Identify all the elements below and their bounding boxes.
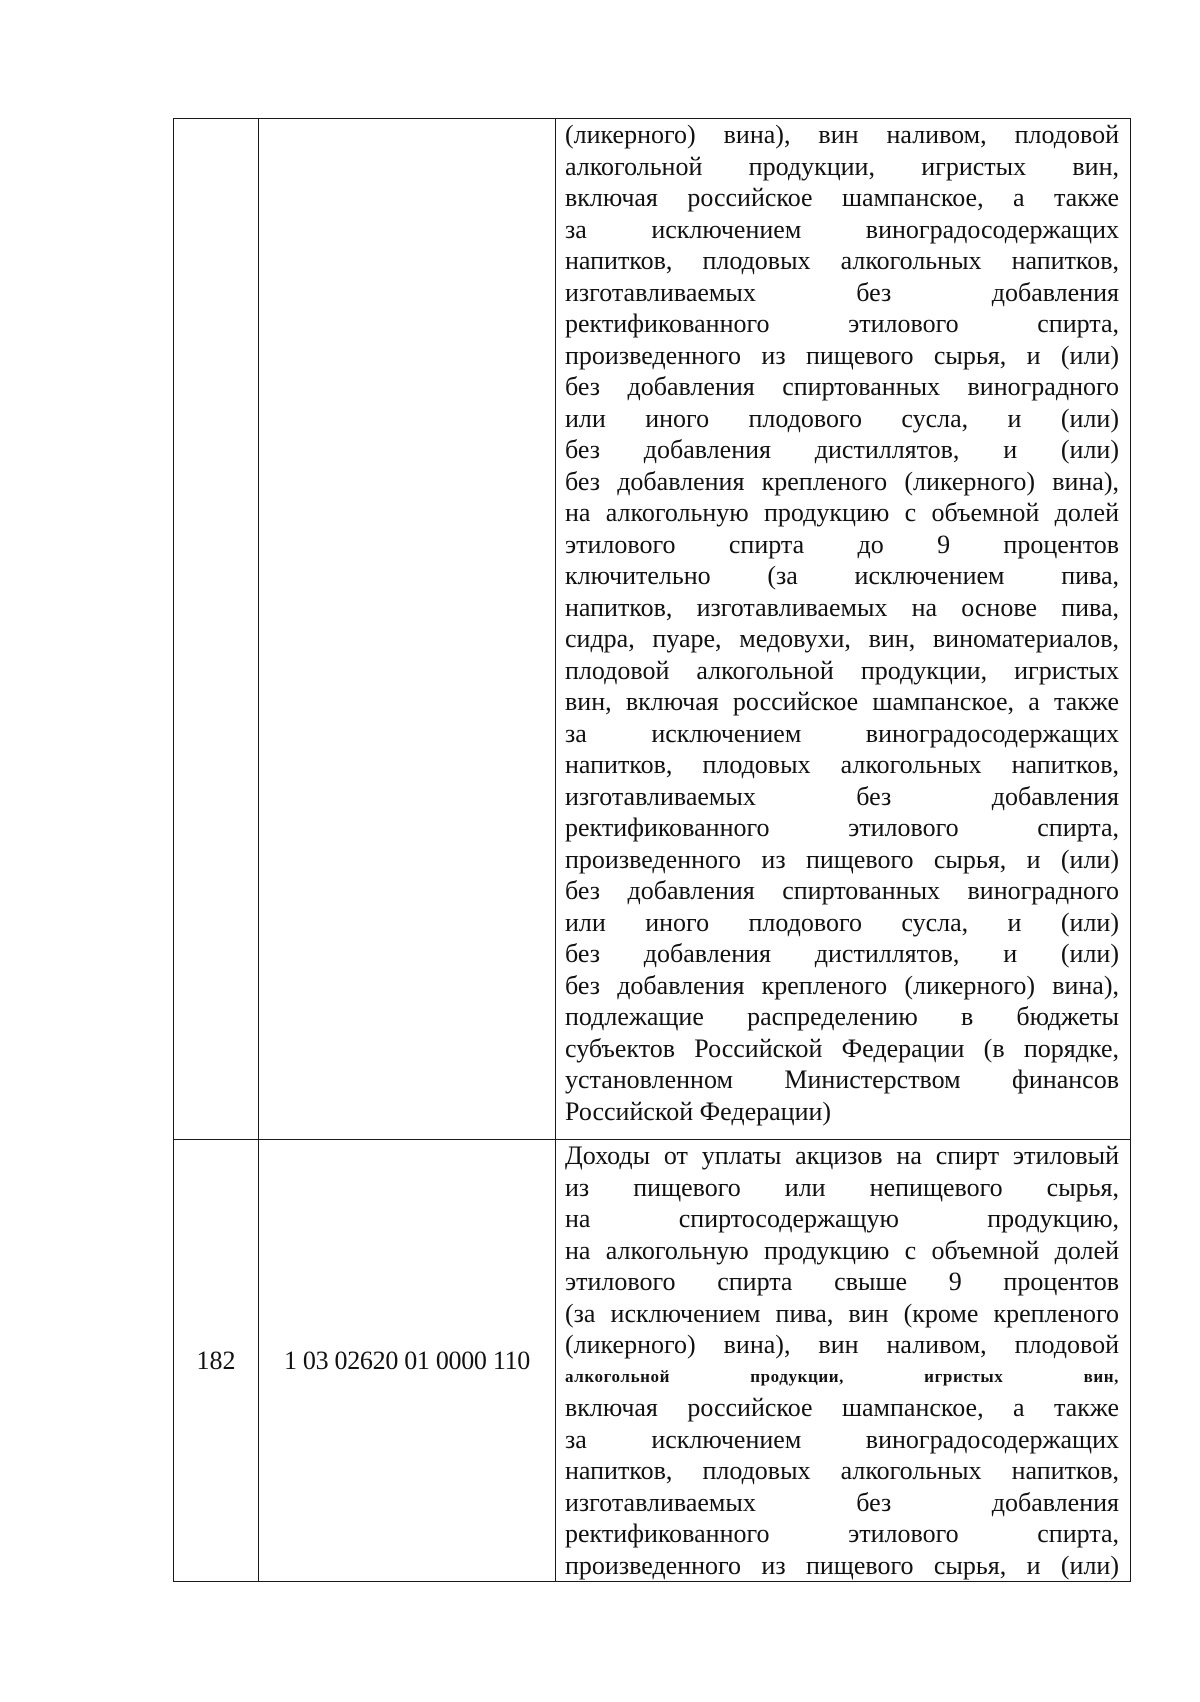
description-line: Российской Федерации) [565, 1096, 832, 1126]
description-line: субъектов Российской Федерации (в порядке, [565, 1033, 1119, 1063]
description-line: этилового спирта свыше 9 процентов [565, 1267, 1119, 1296]
description-line: алкогольной продукции, игристых вин, [565, 1366, 1119, 1386]
description-line: без добавления дистиллятов, и (или) [565, 939, 1119, 968]
description-line: плодовой алкогольной продукции, игристых [565, 655, 1119, 685]
description-line: (за исключением пива, вин (кроме крепленого [565, 1298, 1119, 1328]
description-line: подлежащие распределению в бюджеты [565, 1002, 1119, 1031]
description-line: ректификованного этилового спирта, [565, 1519, 1119, 1548]
description-line: на алкогольную продукцию с объемной долей [565, 498, 1119, 527]
description-line: произведенного из пищевого сырья, и (или) [565, 1550, 1119, 1580]
description-line: без добавления дистиллятов, и (или) [565, 435, 1119, 464]
description-line: без добавления спиртованных виноградного [565, 372, 1119, 401]
table-row [174, 1140, 1131, 1582]
description-line: установленном Министерством финансов [565, 1065, 1119, 1094]
description-cell [556, 1140, 1131, 1582]
description-line: напитков, плодовых алкогольных напитков, [565, 1456, 1119, 1485]
admin-code-cell: 182 [174, 1140, 259, 1582]
description-line: напитков, плодовых алкогольных напитков, [565, 246, 1119, 275]
description-line: сидра, пуаре, медовухи, вин, виноматериалов, [565, 624, 1119, 653]
table-row [174, 119, 1131, 1140]
budget-code-table [173, 118, 1131, 1582]
description-line: вин, включая российское шампанское, а также [565, 687, 1119, 716]
admin-code-cell [174, 119, 259, 1140]
budget-code-cell [259, 119, 556, 1140]
description-line: за исключением виноградосодержащих [565, 718, 1119, 748]
description-line: ректификованного этилового спирта, [565, 813, 1119, 842]
description-line: (ликерного) вина), вин наливом, плодовой [565, 1330, 1119, 1359]
description-line: изготавливаемых без добавления [565, 277, 1119, 307]
description-line: этилового спирта до 9 процентов [565, 529, 1119, 559]
description-line: за исключением виноградосодержащих [565, 214, 1119, 244]
description-line: изготавливаемых без добавления [565, 781, 1119, 811]
budget-code-cell: 1 03 02620 01 0000 110 [259, 1140, 556, 1582]
description-line: ректификованного этилового спирта, [565, 309, 1119, 338]
description-line: или иного плодового сусла, и (или) [565, 403, 1119, 433]
description-line: произведенного из пищевого сырья, и (или) [565, 844, 1119, 874]
description-line: Доходы от уплаты акцизов на спирт этиловый [565, 1141, 1119, 1170]
description-line: из пищевого или непищевого сырья, [565, 1172, 1119, 1202]
description-line: включая российское шампанское, а также [565, 183, 1119, 212]
description-cell [556, 119, 1131, 1140]
description-line: алкогольной продукции, игристых вин, [565, 151, 1119, 181]
description-line: или иного плодового сусла, и (или) [565, 907, 1119, 937]
description-line: изготавливаемых без добавления [565, 1487, 1119, 1517]
description-line: без добавления крепленого (ликерного) вина), [565, 970, 1119, 1000]
description-line: ключительно (за исключением пива, [565, 561, 1119, 590]
description-line: на алкогольную продукцию с объемной долей [565, 1235, 1119, 1265]
description-line: за исключением виноградосодержащих [565, 1424, 1119, 1454]
description-line: на спиртосодержащую продукцию, [565, 1204, 1119, 1233]
description-line: (ликерного) вина), вин наливом, плодовой [565, 120, 1119, 149]
description-line: включая российское шампанское, а также [565, 1393, 1119, 1422]
description-line: напитков, плодовых алкогольных напитков, [565, 750, 1119, 779]
description-line: без добавления крепленого (ликерного) вина), [565, 466, 1119, 496]
description-line: произведенного из пищевого сырья, и (или) [565, 340, 1119, 370]
description-line: напитков, изготавливаемых на основе пива, [565, 592, 1119, 622]
description-line: без добавления спиртованных виноградного [565, 876, 1119, 905]
